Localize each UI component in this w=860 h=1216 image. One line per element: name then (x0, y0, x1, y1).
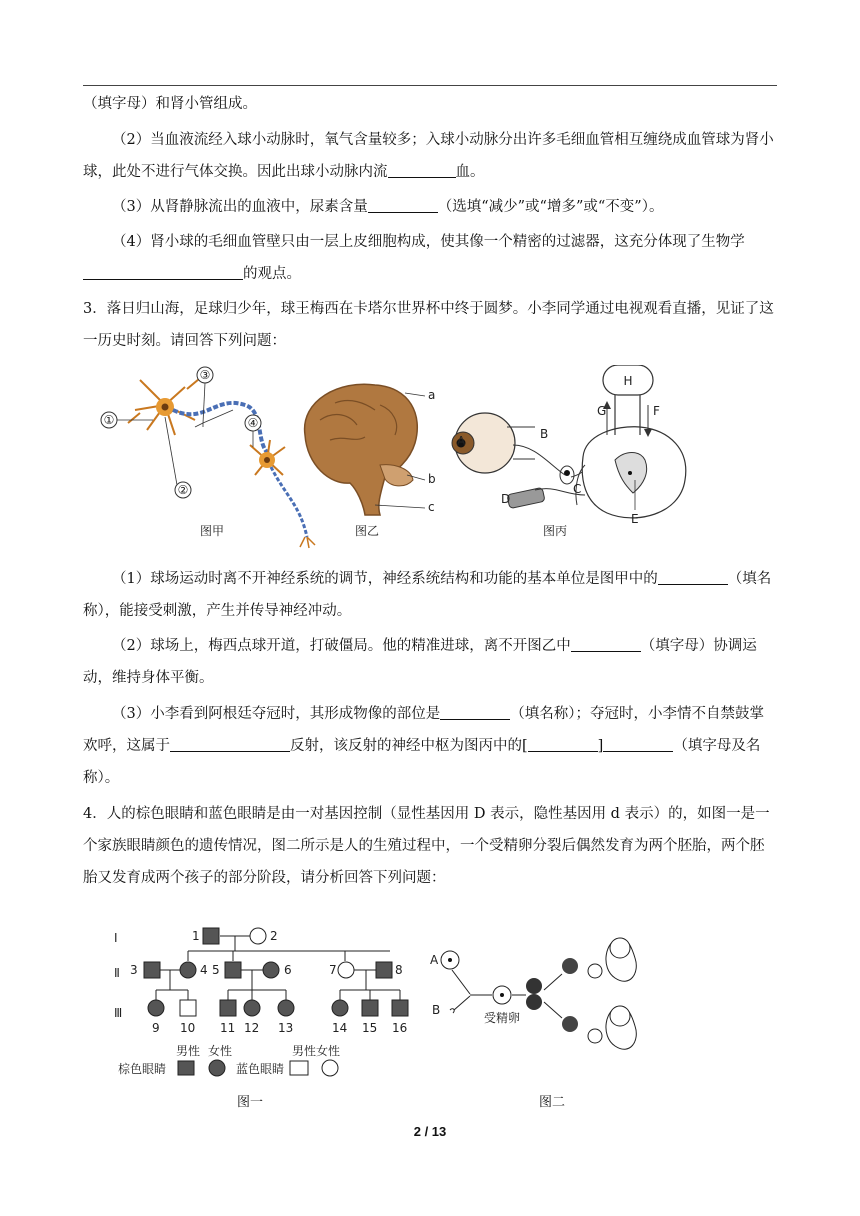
answer-blank[interactable] (528, 737, 598, 752)
legend-male-female: 男性女性 (292, 1044, 341, 1058)
label-4: ④ (247, 416, 259, 430)
q3-figures (95, 365, 695, 550)
figure-jia-caption: 图甲 (199, 524, 225, 538)
figure-2-caption: 图二 (538, 1095, 566, 1110)
label-H: H (623, 374, 633, 388)
answer-blank[interactable] (368, 198, 438, 213)
label-3: ③ (199, 368, 211, 382)
answer-blank[interactable] (83, 265, 243, 280)
person-6 (263, 962, 279, 978)
figure-yi-caption: 图乙 (354, 524, 380, 538)
gen-II: Ⅱ (114, 966, 120, 980)
answer-blank[interactable] (440, 705, 510, 720)
person-2 (250, 928, 266, 944)
figure-1-caption: 图一 (236, 1095, 264, 1110)
num-11: 11 (220, 1021, 236, 1035)
legend-blue-male-symbol (290, 1061, 308, 1075)
label-c: c (428, 500, 435, 514)
num-12: 12 (244, 1021, 260, 1035)
person-4 (180, 962, 196, 978)
person-15 (362, 1000, 378, 1016)
figure-bing-caption: 图丙 (542, 524, 568, 538)
label-zygote: 受精卵 (484, 1011, 521, 1025)
legend-blue: 蓝色眼睛 (236, 1062, 285, 1076)
answer-blank[interactable] (388, 163, 456, 178)
label-A: A (457, 434, 466, 448)
label-G: G (597, 404, 607, 418)
person-8 (376, 962, 392, 978)
num-15: 15 (362, 1021, 378, 1035)
num-14: 14 (332, 1021, 348, 1035)
person-14 (332, 1000, 348, 1016)
num-9: 9 (152, 1021, 160, 1035)
num-6: 6 (284, 963, 292, 977)
legend-brown-male-symbol (178, 1061, 194, 1075)
label-D: D (501, 492, 511, 506)
q3-sub-3: （3）小李看到阿根廷夺冠时，其形成物像的部位是 （填名称）；夺冠时，小李情不自禁鼓掌欢呼，这属于 反射，该反射的神经中枢为图丙中的[ ] （填字母及名称）。 (83, 706, 764, 786)
label-C: C (573, 482, 582, 496)
q4-figures (100, 918, 680, 1118)
gen-III: Ⅲ (114, 1006, 123, 1020)
answer-blank[interactable] (603, 737, 673, 752)
label-a: a (428, 388, 436, 402)
brain-figure (305, 384, 436, 538)
num-1: 1 (192, 929, 200, 943)
q2-sub-2: （2）当血液流经入球小动脉时，氧气含量较多；入球小动脉分出许多毛细血管相互缠绕成血管球为肾小球，此处不进行气体交换。因此出球小动脉内流 血。 (83, 132, 774, 180)
legend-female: 女性 (208, 1044, 233, 1058)
answer-blank[interactable] (571, 637, 641, 652)
legend-male: 男性 (176, 1044, 201, 1058)
answer-blank[interactable] (170, 737, 290, 752)
person-12 (244, 1000, 260, 1016)
person-11 (220, 1000, 236, 1016)
q3-sub-2: （2）球场上，梅西点球开道，打破僵局。他的精准进球，离不开图乙中 （填字母）协调运动，维持身体平衡。 (83, 638, 757, 686)
label-F: F (653, 404, 660, 418)
num-8: 8 (395, 963, 403, 977)
q2-sub-3: （3）从肾静脉流出的血液中，尿素含量 （选填“减少”或“增多”或“不变”）。 (112, 199, 664, 215)
page-number: 2 / 13 (413, 1124, 447, 1139)
num-5: 5 (212, 963, 220, 977)
label-1: ① (103, 413, 115, 427)
num-7: 7 (329, 963, 337, 977)
num-4: 4 (200, 963, 208, 977)
person-16 (392, 1000, 408, 1016)
label-b: b (428, 472, 436, 486)
num-10: 10 (180, 1021, 196, 1035)
person-3 (144, 962, 160, 978)
person-10 (180, 1000, 196, 1016)
neuron-figure (101, 367, 315, 548)
legend-blue-female-symbol (322, 1060, 338, 1076)
person-7 (338, 962, 354, 978)
num-13: 13 (278, 1021, 294, 1035)
q3-stem: 3．落日归山海，足球归少年，球王梅西在卡塔尔世界杯中终于圆梦。小李同学通过电视观看直播，见证了这一历史时刻。请回答下列问题： (83, 301, 774, 349)
q2-line-0: （填字母）和肾小管组成。 (83, 96, 257, 112)
q3-sub-1: （1）球场运动时离不开神经系统的调节，神经系统结构和功能的基本单位是图甲中的 （填名称），能接受刺激，产生并传导神经冲动。 (83, 571, 772, 619)
legend-brown-female-symbol (209, 1060, 225, 1076)
label-sperm-B: B (432, 1003, 441, 1017)
header-rule (83, 85, 777, 86)
twin-development-figure (430, 938, 636, 1110)
label-B: B (540, 427, 549, 441)
num-2: 2 (270, 929, 278, 943)
answer-blank[interactable] (658, 570, 728, 585)
label-2: ② (177, 483, 189, 497)
person-13 (278, 1000, 294, 1016)
person-1 (203, 928, 219, 944)
person-9 (148, 1000, 164, 1016)
label-E: E (631, 512, 639, 526)
num-3: 3 (130, 963, 138, 977)
person-5 (225, 962, 241, 978)
q4-stem: 4．人的棕色眼睛和蓝色眼睛是由一对基因控制（显性基因用 D 表示，隐性基因用 d 表示）的，如图一是一个家族眼睛颜色的遗传情况，图二所示是人的生殖过程中，一个受精卵分裂后偶然发育为两个胚胎，两个胚胎又发育成两个孩子的部分阶段，请分析回答下列问题： (83, 806, 770, 886)
label-egg-A: A (430, 953, 439, 967)
legend-brown: 棕色眼睛 (118, 1062, 167, 1076)
gen-I: Ⅰ (114, 931, 118, 945)
reflex-arc-figure (452, 365, 686, 538)
q2-sub-4: （4）肾小球的毛细血管壁只由一层上皮细胞构成，使其像一个精密的过滤器，这充分体现了生物学的观点。 (83, 226, 777, 290)
num-16: 16 (392, 1021, 408, 1035)
